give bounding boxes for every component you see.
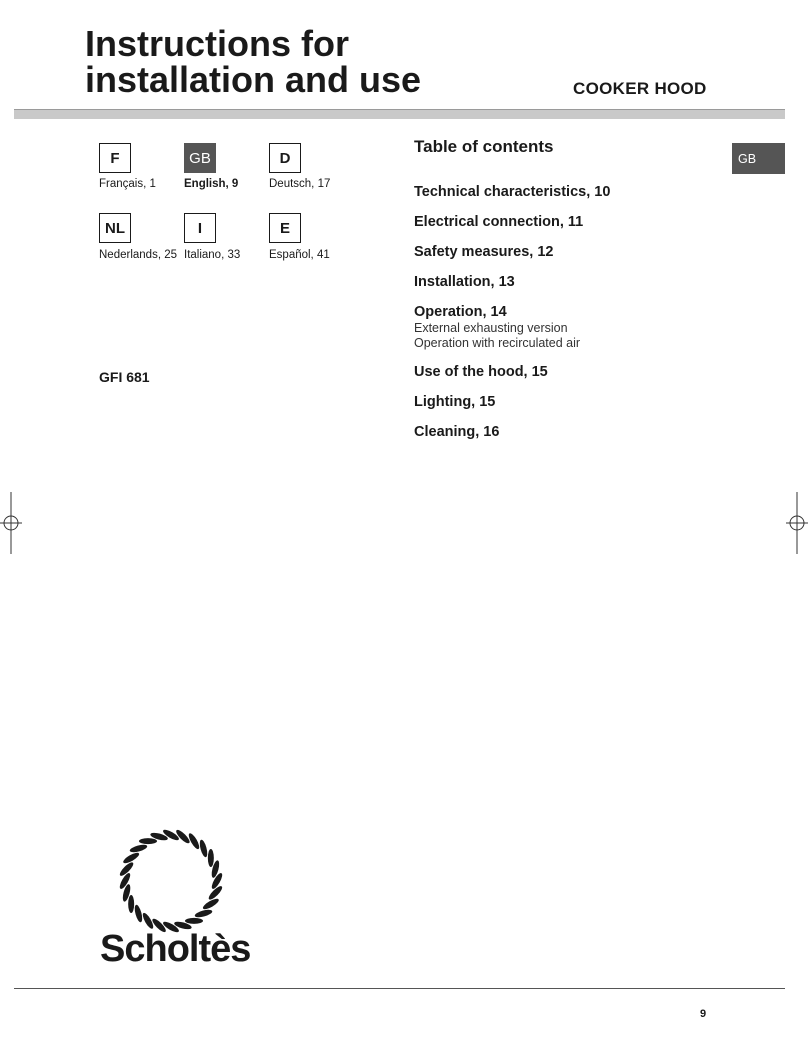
registration-mark-right-icon bbox=[786, 492, 808, 554]
lang-box-d[interactable]: D bbox=[269, 143, 301, 173]
sun-ray bbox=[208, 849, 214, 867]
toc-item-electrical[interactable]: Electrical connection, 11 bbox=[414, 214, 584, 230]
footer-rule bbox=[14, 988, 785, 989]
sun-ray bbox=[129, 843, 148, 853]
title-line-2: installation and use bbox=[85, 59, 422, 100]
toc-item-installation[interactable]: Installation, 13 bbox=[414, 274, 515, 290]
lang-label-f[interactable]: Français, 1 bbox=[99, 178, 156, 190]
lang-box-f[interactable]: F bbox=[99, 143, 131, 173]
language-side-tab: GB bbox=[732, 143, 785, 174]
sun-ray bbox=[128, 895, 134, 913]
lang-label-e[interactable]: Español, 41 bbox=[269, 249, 330, 261]
lang-label-nl[interactable]: Nederlands, 25 bbox=[99, 249, 177, 261]
lang-box-i[interactable]: I bbox=[184, 213, 216, 243]
toc-heading: Table of contents bbox=[414, 137, 554, 156]
document-title bbox=[85, 23, 422, 100]
sun-ray bbox=[133, 904, 143, 923]
header-rule bbox=[14, 109, 785, 119]
page-number: 9 bbox=[700, 1008, 707, 1020]
toc-item-safety[interactable]: Safety measures, 12 bbox=[414, 244, 554, 260]
toc-subitem-external[interactable]: External exhausting version bbox=[414, 321, 568, 335]
title-line-1: Instructions for bbox=[85, 23, 350, 64]
model-number: GFI 681 bbox=[99, 369, 150, 385]
registration-mark-left-icon bbox=[0, 492, 22, 554]
toc-item-use[interactable]: Use of the hood, 15 bbox=[414, 364, 548, 380]
brand-logo-text: Scholtès bbox=[100, 928, 251, 970]
toc-subitem-recirculated[interactable]: Operation with recirculated air bbox=[414, 336, 581, 350]
sun-ray bbox=[194, 908, 213, 918]
lang-label-i[interactable]: Italiano, 33 bbox=[184, 249, 241, 261]
lang-label-d[interactable]: Deutsch, 17 bbox=[269, 178, 331, 190]
product-type: COOKER HOOD bbox=[573, 79, 707, 98]
lang-box-e[interactable]: E bbox=[269, 213, 301, 243]
toc-item-technical[interactable]: Technical characteristics, 10 bbox=[414, 184, 611, 200]
sun-ray bbox=[185, 918, 203, 924]
toc-item-operation[interactable]: Operation, 14 bbox=[414, 304, 507, 320]
toc-item-lighting[interactable]: Lighting, 15 bbox=[414, 394, 496, 410]
sun-ray bbox=[198, 839, 208, 858]
toc-item-cleaning[interactable]: Cleaning, 16 bbox=[414, 424, 500, 440]
sun-burst-logo-icon bbox=[108, 818, 234, 944]
lang-label-gb[interactable]: English, 9 bbox=[184, 178, 239, 190]
lang-box-nl[interactable]: NL bbox=[99, 213, 131, 243]
sun-ray bbox=[139, 838, 157, 844]
lang-box-gb[interactable]: GB bbox=[184, 143, 216, 173]
